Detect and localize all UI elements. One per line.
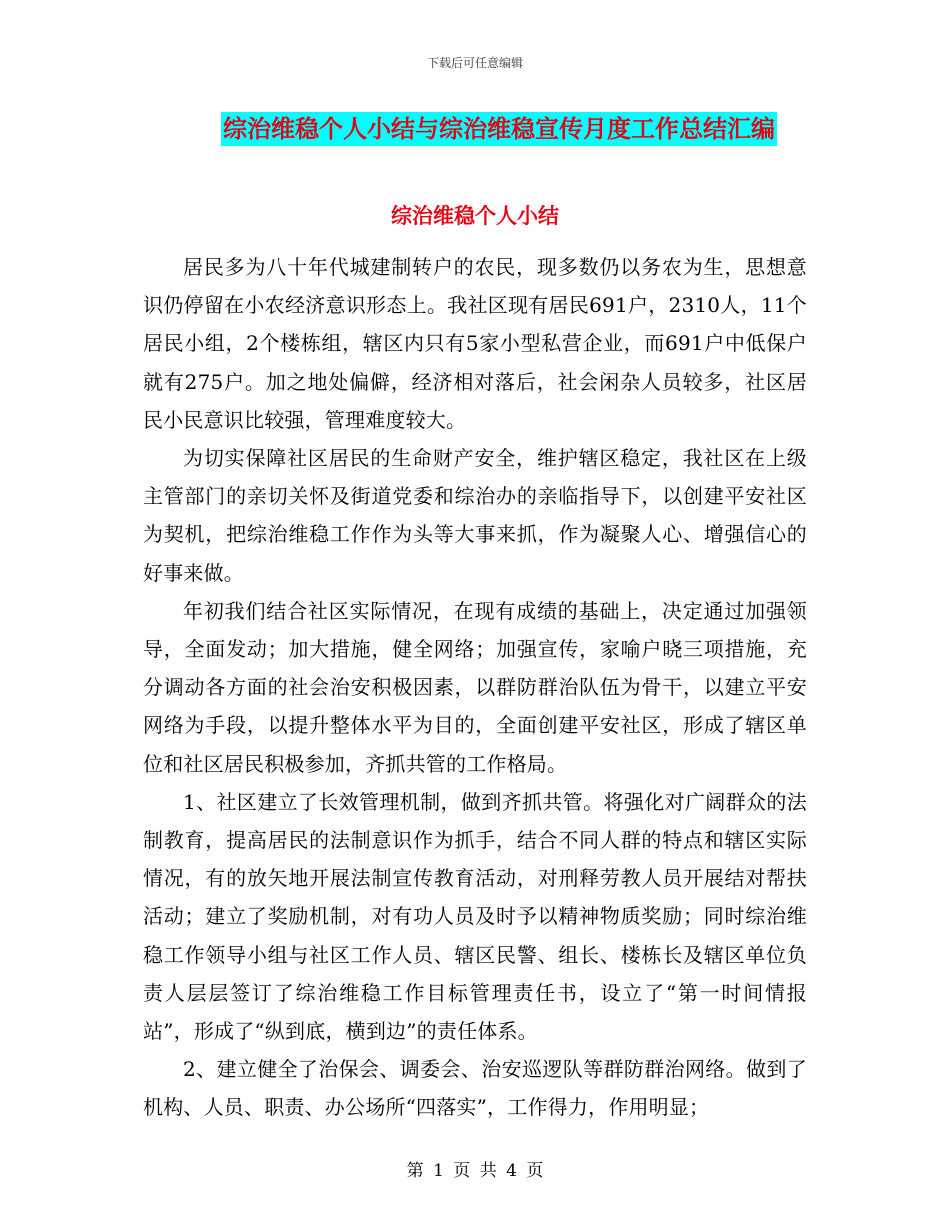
document-title: 综治维稳个人小结与综治维稳宣传月度工作总结汇编	[221, 112, 777, 146]
header-note: 下载后可任意编辑	[426, 56, 523, 70]
document-body	[143, 248, 807, 1127]
document-title-container	[0, 112, 950, 146]
paragraph-2: 为切实保障社区居民的生命财产安全，维护辖区稳定，我社区在上级主管部门的亲切关怀及街道党委和综治办的亲临指导下，以创建平安社区为契机，把综治维稳工作作为头等大事来抓，作为凝聚人心、增强信心的好事来做。	[143, 446, 807, 585]
paragraph-5: 2、建立健全了治保会、调委会、治安巡逻队等群防群治网络。做到了机构、人员、职责、办公场所“四落实”，工作得力，作用明显；	[143, 1057, 807, 1120]
section-title: 综治维稳个人小结	[391, 204, 559, 228]
paragraph-4: 1、社区建立了长效管理机制，做到齐抓共管。将强化对广阔群众的法制教育，提高居民的法制意识作为抓手，结合不同人群的特点和辖区实际情况，有的放矢地开展法制宣传教育活动，对刑释劳教人员开展结对帮扶活动；建立了奖励机制，对有功人员及时予以精神物质奖励；同时综治维稳工作领导小组与社区工作人员、辖区民警、组长、楼栋长及辖区单位负责人层层签订了综治维稳工作目标管理责任书，设立了“第一时间情报站”，形成了“纵到底，横到边”的责任体系。	[143, 789, 807, 1044]
page-footer: 第 1 页 共 4 页	[406, 1161, 544, 1181]
paragraph-1: 居民多为八十年代城建制转户的农民，现多数仍以务农为生，思想意识仍停留在小农经济意识形态上。我社区现有居民691户，2310人，11个居民小组，2个楼栋组，辖区内只有5家小型私营企业，而691户中低保户就有275户。加之地处偏僻，经济相对落后，社会闲杂人员较多，社区居民小民意识比较强，管理难度较大。	[143, 255, 807, 432]
paragraph-3: 年初我们结合社区实际情况，在现有成绩的基础上，决定通过加强领导，全面发动；加大措施，健全网络；加强宣传，家喻户晓三项措施，充分调动各方面的社会治安积极因素，以群防群治队伍为骨干，以建立平安网络为手段，以提升整体水平为目的，全面创建平安社区，形成了辖区单位和社区居民积极参加，齐抓共管的工作格局。	[143, 598, 807, 776]
